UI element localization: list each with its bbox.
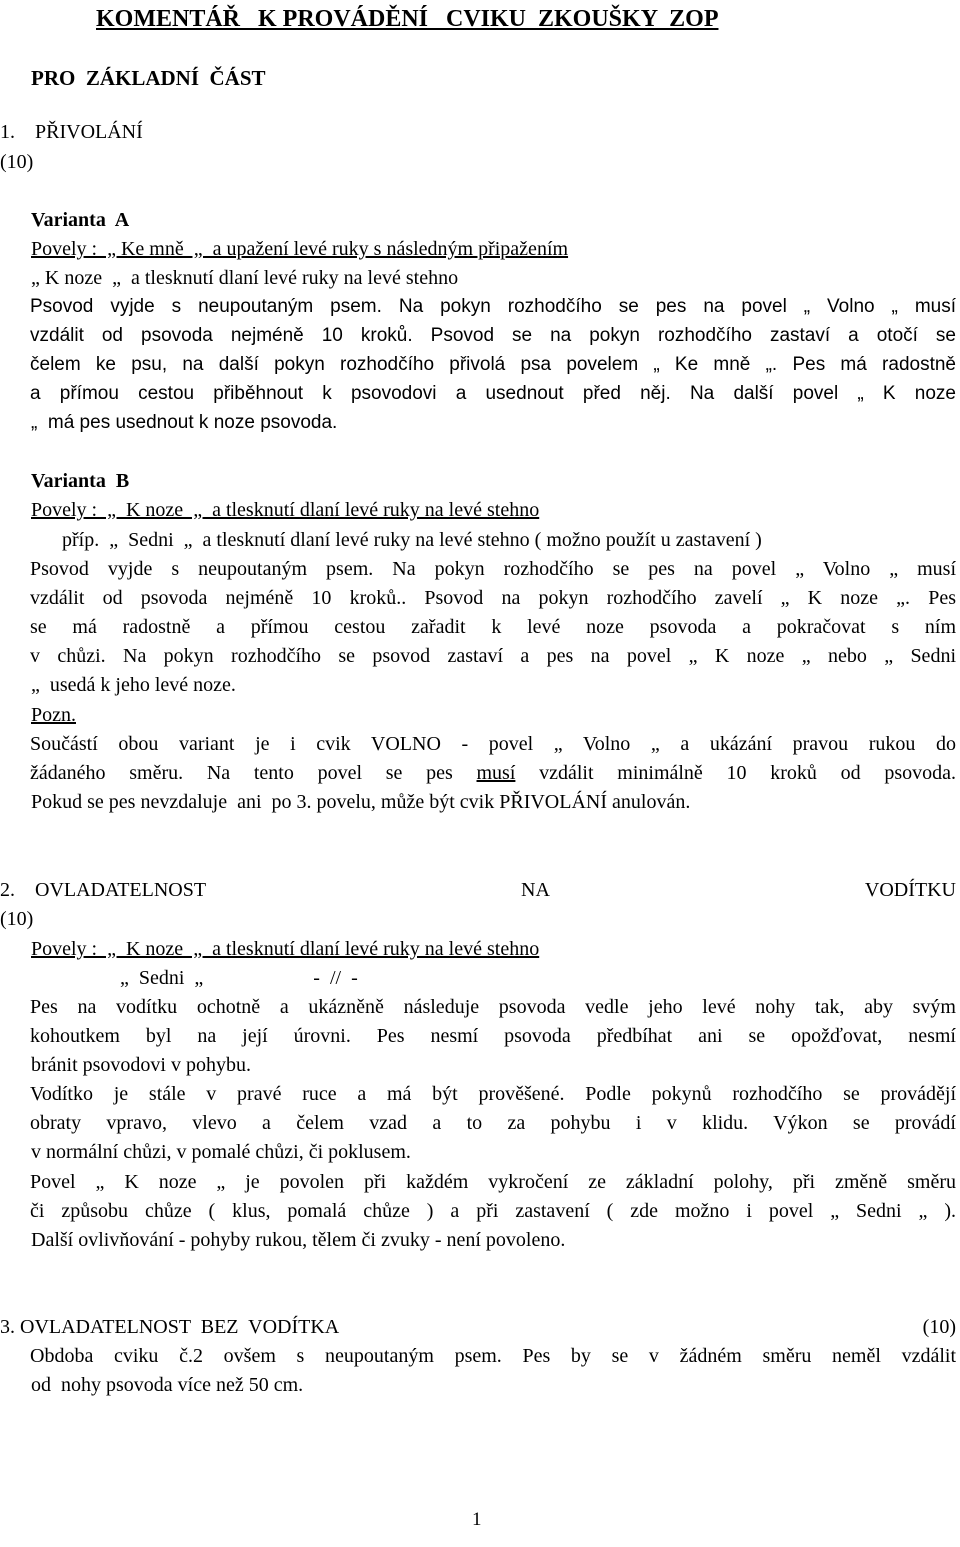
section-3-text-line-1: Obdoba cviku č.2 ovšem s neupoutaným psem. Pes by se v žádném směru neměl vzdálit: [30, 1345, 956, 1367]
variant-a-command-1: Povely : „ Ke mně „ a upažení levé ruky s následným připažením: [31, 238, 569, 260]
section-3-heading: [0, 1315, 956, 1339]
variant-a-command-2: „ K noze „ a tlesknutí dlaní levé ruky na levé stehno: [31, 267, 459, 289]
section-3-text-line-2: od nohy psovoda více než 50 cm.: [31, 1374, 304, 1396]
document-subtitle: PRO ZÁKLADNÍ ČÁST: [31, 66, 266, 90]
section-3-heading-text: 3. OVLADATELNOST BEZ VODÍTKA: [0, 1316, 340, 1338]
section-2-text-line-2: kohoutkem byl na její úrovni. Pes nesmí psovoda předbíhat ani se opožďovat, nesmí: [30, 1025, 956, 1047]
note-text-line-2: žádaného směru. Na tento povel se pes musí vzdálit minimálně 10 kroků od psovoda.: [30, 762, 957, 784]
variant-b-text-line-1: Psovod vyjde s neupoutaným psem. Na pokyn rozhodčího se pes na povel „ Volno „ musí: [30, 558, 956, 580]
section-2-text-line-8: či způsobu chůze ( klus, pomalá chůze ) a při zastavení ( zde možno i povel „ Sedni „ ).: [30, 1200, 956, 1222]
section-1-heading: 1. PŘIVOLÁNÍ: [0, 121, 143, 143]
section-2-heading-mid: NA: [521, 879, 550, 901]
section-2-text-line-9: Další ovlivňování - pohyby rukou, tělem či zvuky - není povoleno.: [31, 1229, 566, 1251]
variant-b-text-line-2: vzdálit od psovoda nejméně 10 kroků.. Psovod na pokyn rozhodčího zavelí „ K noze „. Pes: [30, 587, 956, 609]
section-2-command-2: „ Sedni „ - // -: [120, 967, 358, 989]
variant-a-text-line-2: vzdálit od psovoda nejméně 10 kroků. Psovod se na pokyn rozhodčího zastaví a otočí se: [30, 325, 957, 346]
section-1-points: (10): [0, 151, 34, 173]
section-2-heading: [0, 878, 956, 902]
section-2-text-line-5: obraty vpravo, vlevo a čelem vzad a to za pohybu i v klidu. Výkon se provádí: [30, 1112, 956, 1134]
section-2-heading-end: VODÍTKU: [864, 879, 956, 901]
variant-a-text-line-5: „ má pes usednout k noze psovoda.: [31, 412, 338, 433]
variant-a-text-line-3: čelem ke psu, na další pokyn rozhodčího přivolá psa povelem „ Ke mně „. Pes má radostně: [30, 354, 956, 375]
variant-a-text-line-1: Psovod vyjde s neupoutaným psem. Na pokyn rozhodčího se pes na povel „ Volno „ musí: [30, 296, 956, 317]
section-2-command-1: Povely : „ K noze „ a tlesknutí dlaní levé ruky na levé stehno: [31, 938, 540, 960]
section-2-text-line-6: v normální chůzi, v pomalé chůzi, či poklusem.: [31, 1141, 411, 1163]
variant-a-label: Varianta A: [31, 209, 130, 231]
variant-b-text-line-4: v chůzi. Na pokyn rozhodčího se psovod zastaví a pes na povel „ K noze „ nebo „ Sedni: [30, 645, 956, 667]
section-2-points: (10): [0, 908, 34, 930]
variant-b-command-2: příp. „ Sedni „ a tlesknutí dlaní levé ruky na levé stehno ( možno použít u zastavení ): [62, 529, 762, 551]
note-text-line-1: Součástí obou variant je i cvik VOLNO - povel „ Volno „ a ukázání pravou rukou do: [30, 733, 956, 755]
section-3-points: (10): [922, 1316, 956, 1338]
page-number: 1: [472, 1509, 482, 1530]
section-2-text-line-3: bránit psovodovi v pohybu.: [31, 1054, 251, 1076]
variant-b-label: Varianta B: [31, 470, 130, 492]
variant-b-text-line-3: se má radostně a přímou cestou zařadit k levé noze psovoda a pokračovat s ním: [30, 616, 956, 638]
section-2-text-line-7: Povel „ K noze „ je povolen při každém vykročení ze základní polohy, při změně směru: [30, 1171, 956, 1193]
note-label: Pozn.: [31, 704, 76, 726]
variant-b-text-line-5: „ usedá k jeho levé noze.: [31, 674, 236, 696]
document-title: KOMENTÁŘ K PROVÁDĚNÍ CVIKU ZKOUŠKY ZOP: [96, 6, 719, 32]
variant-b-command-1: Povely : „ K noze „ a tlesknutí dlaní levé ruky na levé stehno: [31, 499, 540, 521]
section-2-text-line-1: Pes na vodítku ochotně a ukázněně následuje psovoda vedle jeho levé nohy tak, aby svým: [30, 996, 956, 1018]
section-2-text-line-4: Vodítko je stále v pravé ruce a má být prověšené. Podle pokynů rozhodčího se provádějí: [30, 1083, 956, 1105]
section-2-heading-start: 2. OVLADATELNOST: [0, 879, 207, 901]
note-text-line-3: Pokud se pes nevzdaluje ani po 3. povelu, může být cvik PŘIVOLÁNÍ anulován.: [31, 791, 691, 813]
variant-a-text-line-4: a přímou cestou přiběhnout k psovodovi a usednout před něj. Na další povel „ K noze: [30, 383, 956, 404]
